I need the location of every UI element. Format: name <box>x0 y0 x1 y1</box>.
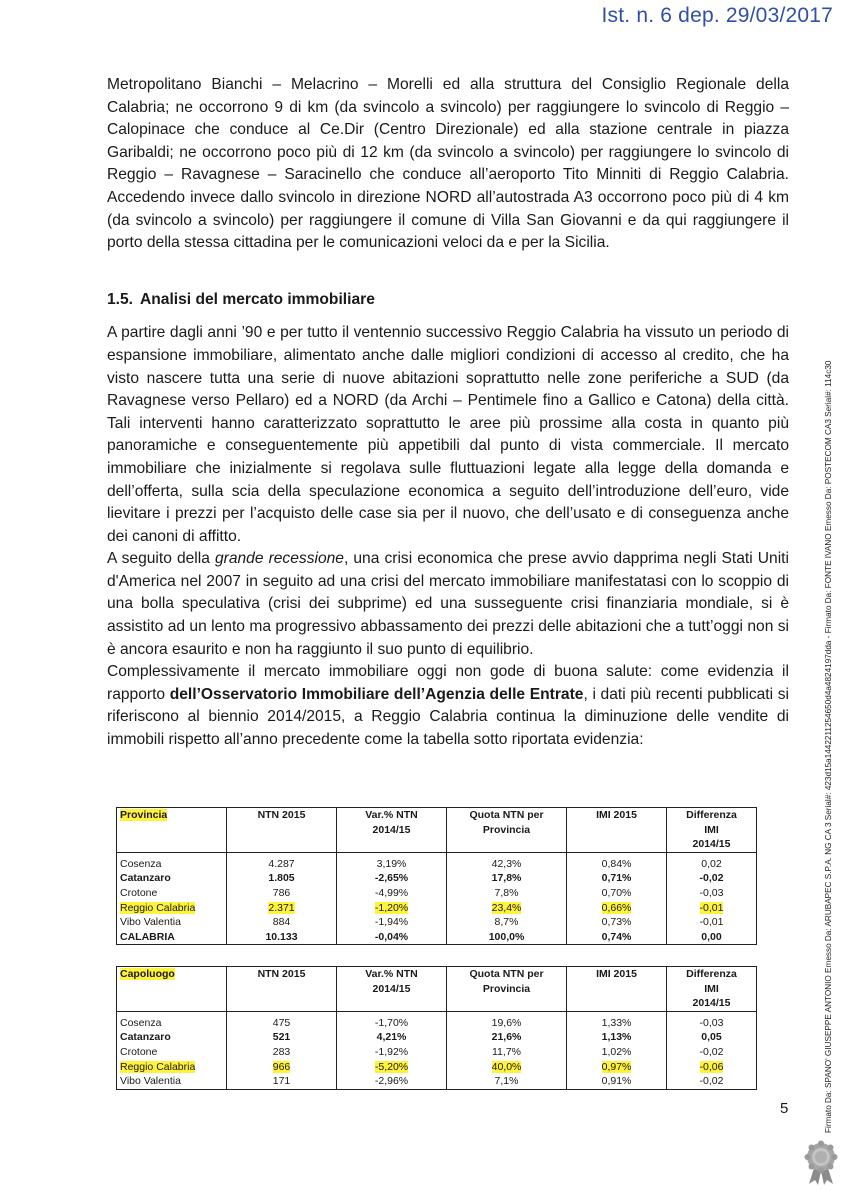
table-row <box>117 1016 757 1031</box>
market-paragraph-1: A partire dagli anni ’90 e per tutto il ventennio successivo Reggio Calabria ha vissuto un periodo di espansione immobiliare, alimentato anche dalle migliori condizioni di accesso al credito, che ha visto nascere tutta una serie di nuove abitazioni soprattutto nelle zone periferiche a SUD (da Ravagnese verso Pellaro) ed a NORD (da Archi – Pentimele fino a Gallico e Catona) della città. Tali interventi hanno caratterizzato soprattutto le aree più prossime alla costa in quanto più panoramiche e conseguentemente più appetibili dal punto di vista commerciale. Il mercato immobiliare che inizialmente si regolava sulle fluttuazioni legate alla legge della domanda e dell’offerta, sulla scia della speculazione economica a seguito dell’introduzione dell’euro, vide lievitare i prezzi per l’acquisto delle case sia per il nuovo, che dell’usato e di conseguenza anche dei canoni di affitto. <box>107 324 789 545</box>
table-cell: 0,00 <box>667 930 757 945</box>
table-cell: 283 <box>227 1045 337 1060</box>
market-paragraph-3 <box>107 661 789 751</box>
table-provincia <box>116 807 757 945</box>
table-cell: 21,6% <box>447 1030 567 1045</box>
table-cell: 8,7% <box>447 915 567 930</box>
table-cell: 2.371 <box>227 901 337 916</box>
table-row <box>117 871 757 886</box>
table-cell: -0,01 <box>667 901 757 916</box>
table-cell: 0,97% <box>567 1060 667 1075</box>
table-row <box>117 901 757 916</box>
table-cell: 0,74% <box>567 930 667 945</box>
table-cell: Catanzaro <box>117 1030 227 1045</box>
table-cell: 0,66% <box>567 901 667 916</box>
table-header-row <box>117 967 757 1012</box>
table-cell: 1,33% <box>567 1016 667 1031</box>
table-cell: 4.287 <box>227 857 337 872</box>
table-cell: 966 <box>227 1060 337 1075</box>
column-header: Var.% NTN 2014/15 <box>337 808 447 853</box>
market-paragraph-2 <box>107 548 789 661</box>
table-cell: 40,0% <box>447 1060 567 1075</box>
table-cell: 100,0% <box>447 930 567 945</box>
table-cell: -5,20% <box>337 1060 447 1075</box>
table-cell: -2,96% <box>337 1074 447 1089</box>
table-cell: 0,05 <box>667 1030 757 1045</box>
deposit-stamp: Ist. n. 6 dep. 29/03/2017 <box>601 4 833 27</box>
column-header: Capoluogo <box>117 967 227 1012</box>
column-header: NTN 2015 <box>227 808 337 853</box>
table-cell: -1,70% <box>337 1016 447 1031</box>
table-capoluogo <box>116 966 757 1090</box>
table-cell: Cosenza <box>117 1016 227 1031</box>
table-cell: 3,19% <box>337 857 447 872</box>
para2-before: A seguito della <box>107 550 215 568</box>
table-cell: 19,6% <box>447 1016 567 1031</box>
table-cell: Crotone <box>117 886 227 901</box>
table-cell: -0,03 <box>667 1016 757 1031</box>
table-cell: Catanzaro <box>117 871 227 886</box>
para3-bold: dell’Osservatorio Immobiliare dell’Agenzia delle Entrate <box>169 685 584 703</box>
table-cell: Cosenza <box>117 857 227 872</box>
table-cell: 7,1% <box>447 1074 567 1089</box>
table-cell: 23,4% <box>447 901 567 916</box>
table-cell: 0,84% <box>567 857 667 872</box>
para2-italic: grande recessione <box>214 550 344 568</box>
column-header: Differenza IMI 2014/15 <box>667 808 757 853</box>
column-header: Quota NTN per Provincia <box>447 808 567 853</box>
table-cell: 1.805 <box>227 871 337 886</box>
table-cell: 0,71% <box>567 871 667 886</box>
table-cell: -0,03 <box>667 886 757 901</box>
table-row <box>117 1074 757 1089</box>
table-cell: 0,70% <box>567 886 667 901</box>
table-cell: 17,8% <box>447 871 567 886</box>
intro-paragraph: Metropolitano Bianchi – Melacrino – Morelli ed alla struttura del Consiglio Regionale della Calabria; ne occorrono 9 di km (da svincolo a svincolo) per raggiungere lo svincolo di Reggio – Calopinace che conduce al Ce.Dir (Centro Direzionale) ed alla stazione centrale in piazza Garibaldi; ne occorrono poco più di 12 km (da svincolo a svincolo) per raggiungere lo svincolo di Reggio – Ravagnese – Saracinello che conduce all’aeroporto Tito Minniti di Reggio Calabria. Accedendo invece dallo svincolo in direzione NORD all’autostrada A3 occorrono poco più di 4 km (da svincolo a svincolo) per raggiungere il comune di Villa San Giovanni e da qui raggiungere il porto della stessa cittadina per le comunicazioni veloci da e per la Sicilia. <box>107 76 789 252</box>
table-cell: 0,91% <box>567 1074 667 1089</box>
table-row <box>117 930 757 945</box>
table-cell: -0,02 <box>667 1045 757 1060</box>
table-cell: -0,02 <box>667 1074 757 1089</box>
table-cell: -0,06 <box>667 1060 757 1075</box>
table-row <box>117 1030 757 1045</box>
table-header-row <box>117 808 757 853</box>
rosette-seal-icon <box>803 1140 839 1186</box>
table-cell: -1,92% <box>337 1045 447 1060</box>
table-cell: Crotone <box>117 1045 227 1060</box>
table-row <box>117 915 757 930</box>
table-cell: 521 <box>227 1030 337 1045</box>
table-cell: 475 <box>227 1016 337 1031</box>
table-cell: -0,02 <box>667 871 757 886</box>
table-cell: 4,21% <box>337 1030 447 1045</box>
table-row <box>117 886 757 901</box>
table-cell: 0,73% <box>567 915 667 930</box>
table-cell: -1,20% <box>337 901 447 916</box>
column-header: Quota NTN per Provincia <box>447 967 567 1012</box>
table-cell: 1,02% <box>567 1045 667 1060</box>
table-cell: 884 <box>227 915 337 930</box>
section-number: 1.5. <box>107 290 134 308</box>
table-cell: CALABRIA <box>117 930 227 945</box>
table-cell: 42,3% <box>447 857 567 872</box>
page-number: 5 <box>780 1100 789 1117</box>
section-title: Analisi del mercato immobiliare <box>140 290 375 308</box>
table-cell: 171 <box>227 1074 337 1089</box>
para2-after: , una crisi economica che prese avvio dapprima negli Stati Uniti d'America nel 2007 in seguito ad una crisi del mercato immobiliare manifestatasi con lo scoppio di una bolla speculativa (crisi dei subprime) ed una susseguente crisi finanziaria mondiale, si è assistito ad un lento ma progressivo abbassamento dei prezzi delle abitazioni che a tutt’oggi non si è ancora esaurito e non ha raggiunto il suo punto di equilibrio. <box>107 550 789 658</box>
table-cell: 11,7% <box>447 1045 567 1060</box>
digital-signature-note: Firmato Da: SPANO' GIUSEPPE ANTONIO Emesso Da: ARUBAPEC S.P.A. NG CA 3 Serial#: 423d15a1442211254650d4a482419​7dda - Firmato Da: FONTE IVANO Emesso Da: POSTECOM CA3 Serial#: 114c30 <box>824 360 833 1133</box>
table-cell: -4,99% <box>337 886 447 901</box>
table-row <box>117 1045 757 1060</box>
document-body <box>107 74 789 752</box>
column-header: NTN 2015 <box>227 967 337 1012</box>
table-cell: 0,02 <box>667 857 757 872</box>
table-cell: Vibo Valentia <box>117 1074 227 1089</box>
column-header: IMI 2015 <box>567 808 667 853</box>
table-cell: -0,01 <box>667 915 757 930</box>
column-header: Var.% NTN 2014/15 <box>337 967 447 1012</box>
table-cell: 10.133 <box>227 930 337 945</box>
table-cell: -0,04% <box>337 930 447 945</box>
column-header: IMI 2015 <box>567 967 667 1012</box>
table-cell: Vibo Valentia <box>117 915 227 930</box>
table-cell: 1,13% <box>567 1030 667 1045</box>
column-header: Differenza IMI 2014/15 <box>667 967 757 1012</box>
table-cell: 786 <box>227 886 337 901</box>
table-row <box>117 857 757 872</box>
table-cell: Reggio Calabria <box>117 1060 227 1075</box>
table-cell: 7,8% <box>447 886 567 901</box>
table-cell: -1,94% <box>337 915 447 930</box>
table-cell: Reggio Calabria <box>117 901 227 916</box>
section-heading <box>107 289 789 312</box>
table-cell: -2,65% <box>337 871 447 886</box>
column-header: Provincia <box>117 808 227 853</box>
para3-after: , i dati più recenti pubblicati si riferiscono al biennio 2014/2015, a Reggio Calabria continua la diminuzione delle vendite di immobili rispetto all’anno precedente come la tabella sotto riportata evidenzia: <box>107 685 790 749</box>
para3-before: Complessivamente il mercato immobiliare oggi non gode di buona salute: come evidenzia il rapporto <box>107 663 789 703</box>
table-row <box>117 1060 757 1075</box>
